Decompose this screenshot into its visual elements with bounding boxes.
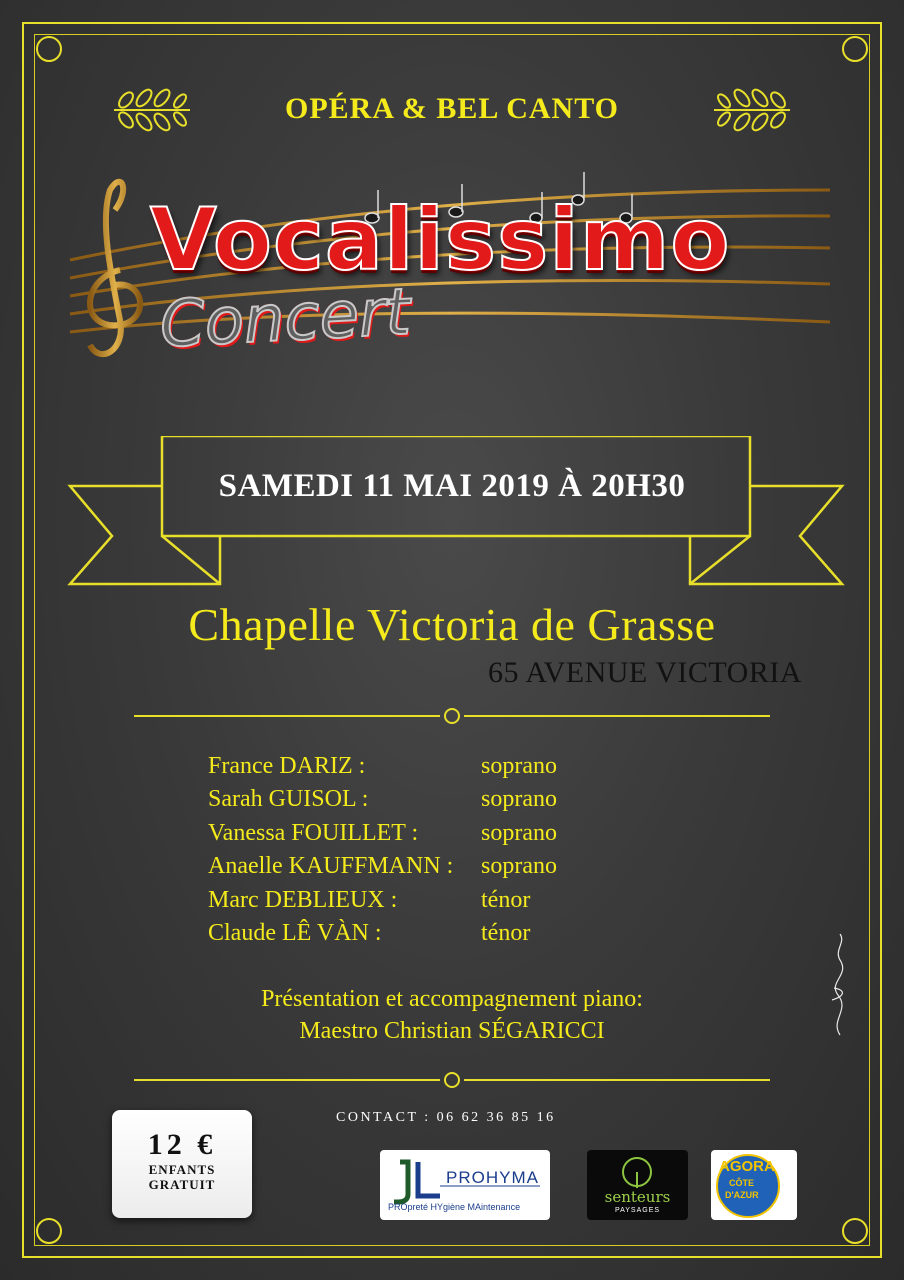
sponsor-line2: D'AZUR [725, 1190, 759, 1200]
artist-name: Vanessa FOUILLET : [208, 819, 419, 846]
sponsor-logo-senteurs [587, 1150, 688, 1220]
date-ribbon [66, 436, 846, 588]
artist-name: Anaelle KAUFFMANN : [208, 853, 454, 880]
designer-signature [810, 930, 870, 1040]
artist-name: Marc DEBLIEUX : [208, 886, 398, 913]
sponsor-name: senteurs [604, 1188, 671, 1206]
sponsor-tagline: PROpreté HYgiène MAintenance [388, 1202, 521, 1212]
sponsor-tagline: PAYSAGES [614, 1207, 661, 1214]
venue-name: Chapelle Victoria de Grasse [188, 599, 716, 650]
corner-ornament-top-right [842, 36, 868, 62]
artist-role: soprano [481, 786, 557, 813]
sponsor-name: PROHYMA [446, 1168, 539, 1187]
venue-address: 65 AVENUE VICTORIA [487, 656, 802, 689]
artist-name: Claude LÊ VÀN : [208, 919, 382, 946]
corner-ornament-bottom-right [842, 1218, 868, 1244]
price-badge [112, 1110, 252, 1218]
pianist-name: Maestro Christian SÉGARICCI [299, 1018, 605, 1044]
artist-role: soprano [481, 819, 557, 846]
divider-bottom [134, 1070, 770, 1090]
sponsor-line1: CÔTE [729, 1178, 755, 1188]
corner-ornament-bottom-left [36, 1218, 62, 1244]
list-item [208, 783, 557, 816]
price-note-line1: ENFANTS [148, 1162, 216, 1177]
sponsor-name: AGORA [719, 1158, 775, 1175]
artist-list [208, 750, 557, 950]
concert-subtitle: Concert [158, 275, 413, 363]
artist-role: soprano [481, 753, 557, 779]
artist-name: France DARIZ : [208, 753, 366, 779]
artist-role: soprano [481, 853, 557, 880]
event-date: SAMEDI 11 MAI 2019 À 20H30 [218, 468, 686, 504]
list-item [208, 750, 557, 783]
list-item [208, 817, 557, 850]
list-item [208, 917, 557, 950]
list-item [208, 850, 557, 883]
header-title: OPÉRA & BEL CANTO [284, 92, 619, 125]
price-amount: 12 € [147, 1128, 217, 1161]
contact-phone: CONTACT : 06 62 36 85 16 [336, 1110, 556, 1125]
laurel-right-icon [712, 84, 792, 136]
artist-name: Sarah GUISOL : [208, 786, 369, 813]
artist-role: ténor [481, 886, 531, 913]
sponsor-logo-agora [711, 1150, 797, 1220]
artist-role: ténor [481, 919, 531, 946]
presentation-line: Présentation et accompagnement piano: [261, 986, 643, 1012]
price-note-line2: GRATUIT [148, 1177, 216, 1192]
divider-top [134, 706, 770, 726]
corner-ornament-top-left [36, 36, 62, 62]
show-title: Vocalissimo [150, 190, 731, 290]
sponsor-logo-prohyma [380, 1150, 550, 1220]
list-item [208, 884, 557, 917]
